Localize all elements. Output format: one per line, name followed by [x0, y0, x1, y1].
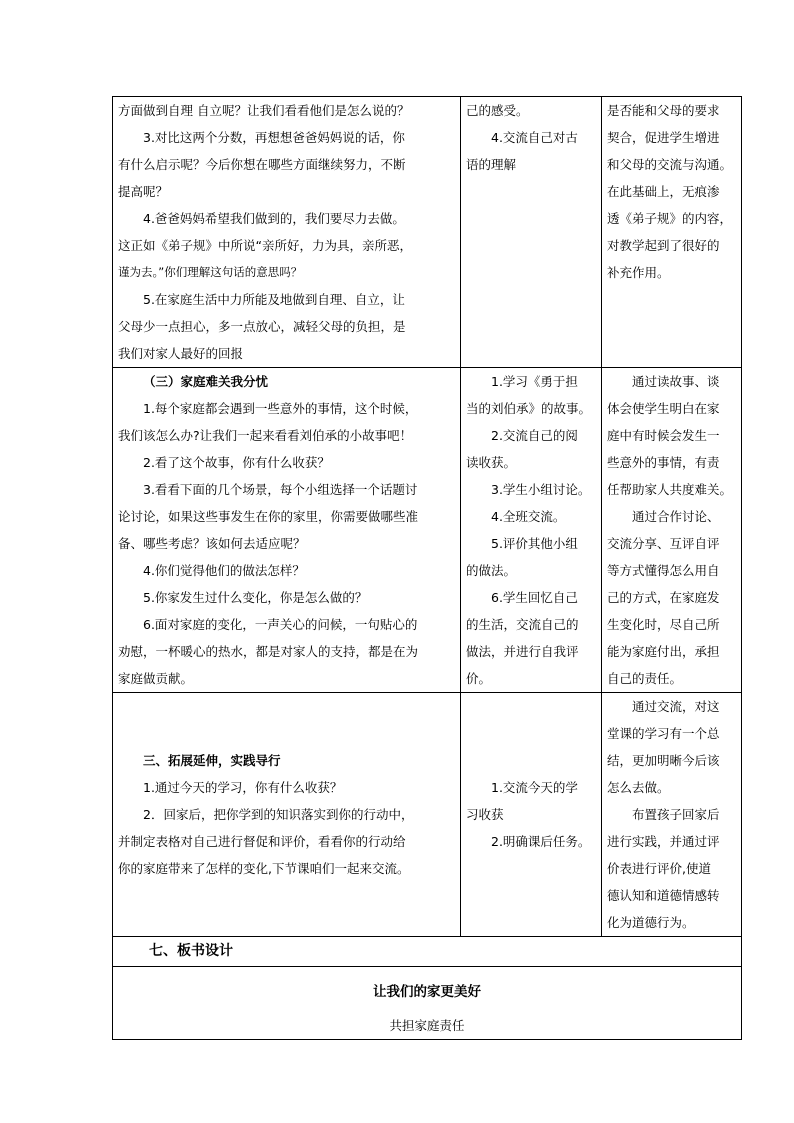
activity-line: 5.在家庭生活中力所能及地做到自理、自立，让 — [143, 292, 405, 307]
intent-line: 等方式懂得怎么用自 — [607, 563, 720, 578]
teacher-activity-cell — [113, 693, 461, 937]
intent-line: 价表进行评价,使道 — [607, 861, 711, 876]
design-intent-cell — [602, 693, 742, 937]
intent-line: 进行实践，并通过评 — [607, 834, 720, 849]
activity-line: 并制定表格对自己进行督促和评价，看看你的行动给 — [118, 834, 406, 849]
section-heading: （三）家庭难关我分忧 — [143, 374, 269, 389]
intent-line: 生变化时，尽自己所 — [607, 617, 720, 632]
student-line: 做法，并进行自我评 — [466, 644, 579, 659]
table-row — [113, 937, 742, 967]
activity-line: 我们对家人最好的回报 — [118, 346, 244, 361]
intent-line: 德认知和道德情感转 — [607, 888, 720, 903]
activity-line: 方面做到自理 自立呢？让我们看看他们是怎么说的？ — [118, 103, 410, 118]
intent-line: 透《弟子规》的内容， — [607, 211, 733, 226]
intent-line: 怎么去做。 — [607, 780, 670, 795]
student-line: 4.交流自己对古 — [491, 130, 578, 145]
intent-line: 通过交流，对这 — [632, 699, 720, 714]
student-line: 价。 — [466, 671, 492, 686]
activity-line: 3.看看下面的几个场景，每个小组选择一个话题讨 — [143, 482, 418, 497]
activity-line: 备、哪些考虑？该如何去适应呢？ — [118, 536, 306, 551]
activity-line: 4.你们觉得他们的做法怎样？ — [143, 563, 305, 578]
activity-line: 4.爸爸妈妈希望我们做到的，我们要尽力去做。 — [143, 211, 405, 226]
activity-line: 父母少一点担心，多一点放心，减轻父母的负担，是 — [118, 319, 406, 334]
intent-line: 任帮助家人共度难关。 — [607, 482, 733, 497]
student-line: 2.明确课后任务。 — [491, 834, 591, 849]
activity-line: 1.每个家庭都会遇到一些意外的事情，这个时候， — [143, 401, 418, 416]
intent-line: 己的方式，在家庭发 — [607, 590, 720, 605]
intent-line: 通过读故事、谈 — [632, 374, 720, 389]
student-activity-cell — [461, 368, 602, 693]
activity-line: 有什么启示呢？今后你想在哪些方面继续努力，不断 — [118, 157, 406, 172]
student-line: 6.学生回忆自己 — [491, 590, 578, 605]
intent-line: 结，更加明晰今后该 — [607, 753, 720, 768]
section-heading: 三、拓展延伸，实践导行 — [143, 753, 281, 768]
board-subtitle: 共担家庭责任 — [389, 1018, 465, 1033]
intent-line: 补充作用。 — [607, 265, 670, 280]
activity-line: 2．回家后，把你学到的知识落实到你的行动中， — [143, 807, 414, 822]
student-line: 1.交流今天的学 — [491, 780, 578, 795]
activity-line: 家庭做贡献。 — [118, 671, 194, 686]
activity-line: 谨为去。”你们理解这句话的意思吗？ — [118, 265, 303, 279]
activity-line: 1.通过今天的学习，你有什么收获？ — [143, 780, 343, 795]
student-line: 5.评价其他小组 — [491, 536, 578, 551]
table-row — [113, 368, 742, 693]
intent-line: 自己的责任。 — [607, 671, 683, 686]
activity-line: 劝慰，一杯暖心的热水，都是对家人的支持，都是在为 — [118, 644, 419, 659]
student-line: 习收获 — [466, 807, 504, 822]
student-line: 1.学习《勇于担 — [491, 374, 578, 389]
student-line: 的做法。 — [466, 563, 517, 578]
activity-line: 提高呢？ — [118, 184, 169, 199]
intent-line: 庭中有时候会发生一 — [607, 428, 720, 443]
activity-line: 6.面对家庭的变化，一声关心的问候，一句贴心的 — [143, 617, 418, 632]
intent-line: 在此基础上，无痕渗 — [607, 184, 720, 199]
intent-line: 堂课的学习有一个总 — [607, 726, 720, 741]
activity-line: 5.你家发生过什么变化，你是怎么做的？ — [143, 590, 368, 605]
intent-line: 和父母的交流与沟通。 — [607, 157, 733, 172]
intent-line: 布置孩子回家后 — [632, 807, 720, 822]
intent-line: 契合，促进学生增进 — [607, 130, 720, 145]
activity-line: 2.看了这个故事，你有什么收获？ — [143, 455, 330, 470]
student-line: 2.交流自己的阅 — [491, 428, 578, 443]
design-intent-cell — [602, 368, 742, 693]
lesson-plan-table — [112, 96, 742, 1040]
board-title: 让我们的家更美好 — [373, 984, 481, 1000]
table-row — [113, 693, 742, 937]
table-row — [113, 967, 742, 1040]
activity-line: 你的家庭带来了怎样的变化,下节课咱们一起来交流。 — [118, 861, 410, 876]
activity-line: 3.对比这两个分数，再想想爸爸妈妈说的话，你 — [143, 130, 405, 145]
student-line: 的生活，交流自己的 — [466, 617, 579, 632]
intent-line: 体会使学生明白在家 — [607, 401, 720, 416]
student-activity-cell — [461, 693, 602, 937]
intent-line: 些意外的事情，有责 — [607, 455, 720, 470]
student-line: 4.全班交流。 — [491, 509, 566, 524]
teacher-activity-cell — [113, 97, 461, 368]
student-line: 语的理解 — [466, 157, 517, 172]
activity-line: 这正如《弟子规》中所说“亲所好，力为具，亲所恶， — [118, 238, 412, 253]
board-design-heading: 七、板书设计 — [113, 937, 742, 967]
intent-line: 是否能和父母的要求 — [607, 103, 720, 118]
student-line: 己的感受。 — [466, 103, 529, 118]
student-activity-cell — [461, 97, 602, 368]
intent-line: 通过合作讨论、 — [632, 509, 720, 524]
student-line: 当的刘伯承》的故事。 — [466, 401, 592, 416]
activity-line: 论讨论，如果这些事发生在你的家里，你需要做哪些准 — [118, 509, 419, 524]
design-intent-cell — [602, 97, 742, 368]
teacher-activity-cell — [113, 368, 461, 693]
intent-line: 交流分享、互评自评 — [607, 536, 720, 551]
table-row — [113, 97, 742, 368]
intent-line: 能为家庭付出，承担 — [607, 644, 720, 659]
board-design-cell — [113, 967, 742, 1040]
intent-line: 化为道德行为。 — [607, 915, 695, 930]
student-line: 读收获。 — [466, 455, 517, 470]
activity-line: 我们该怎么办?让我们一起来看看刘伯承的小故事吧！ — [118, 428, 413, 443]
student-line: 3.学生小组讨论。 — [491, 482, 591, 497]
intent-line: 对教学起到了很好的 — [607, 238, 720, 253]
